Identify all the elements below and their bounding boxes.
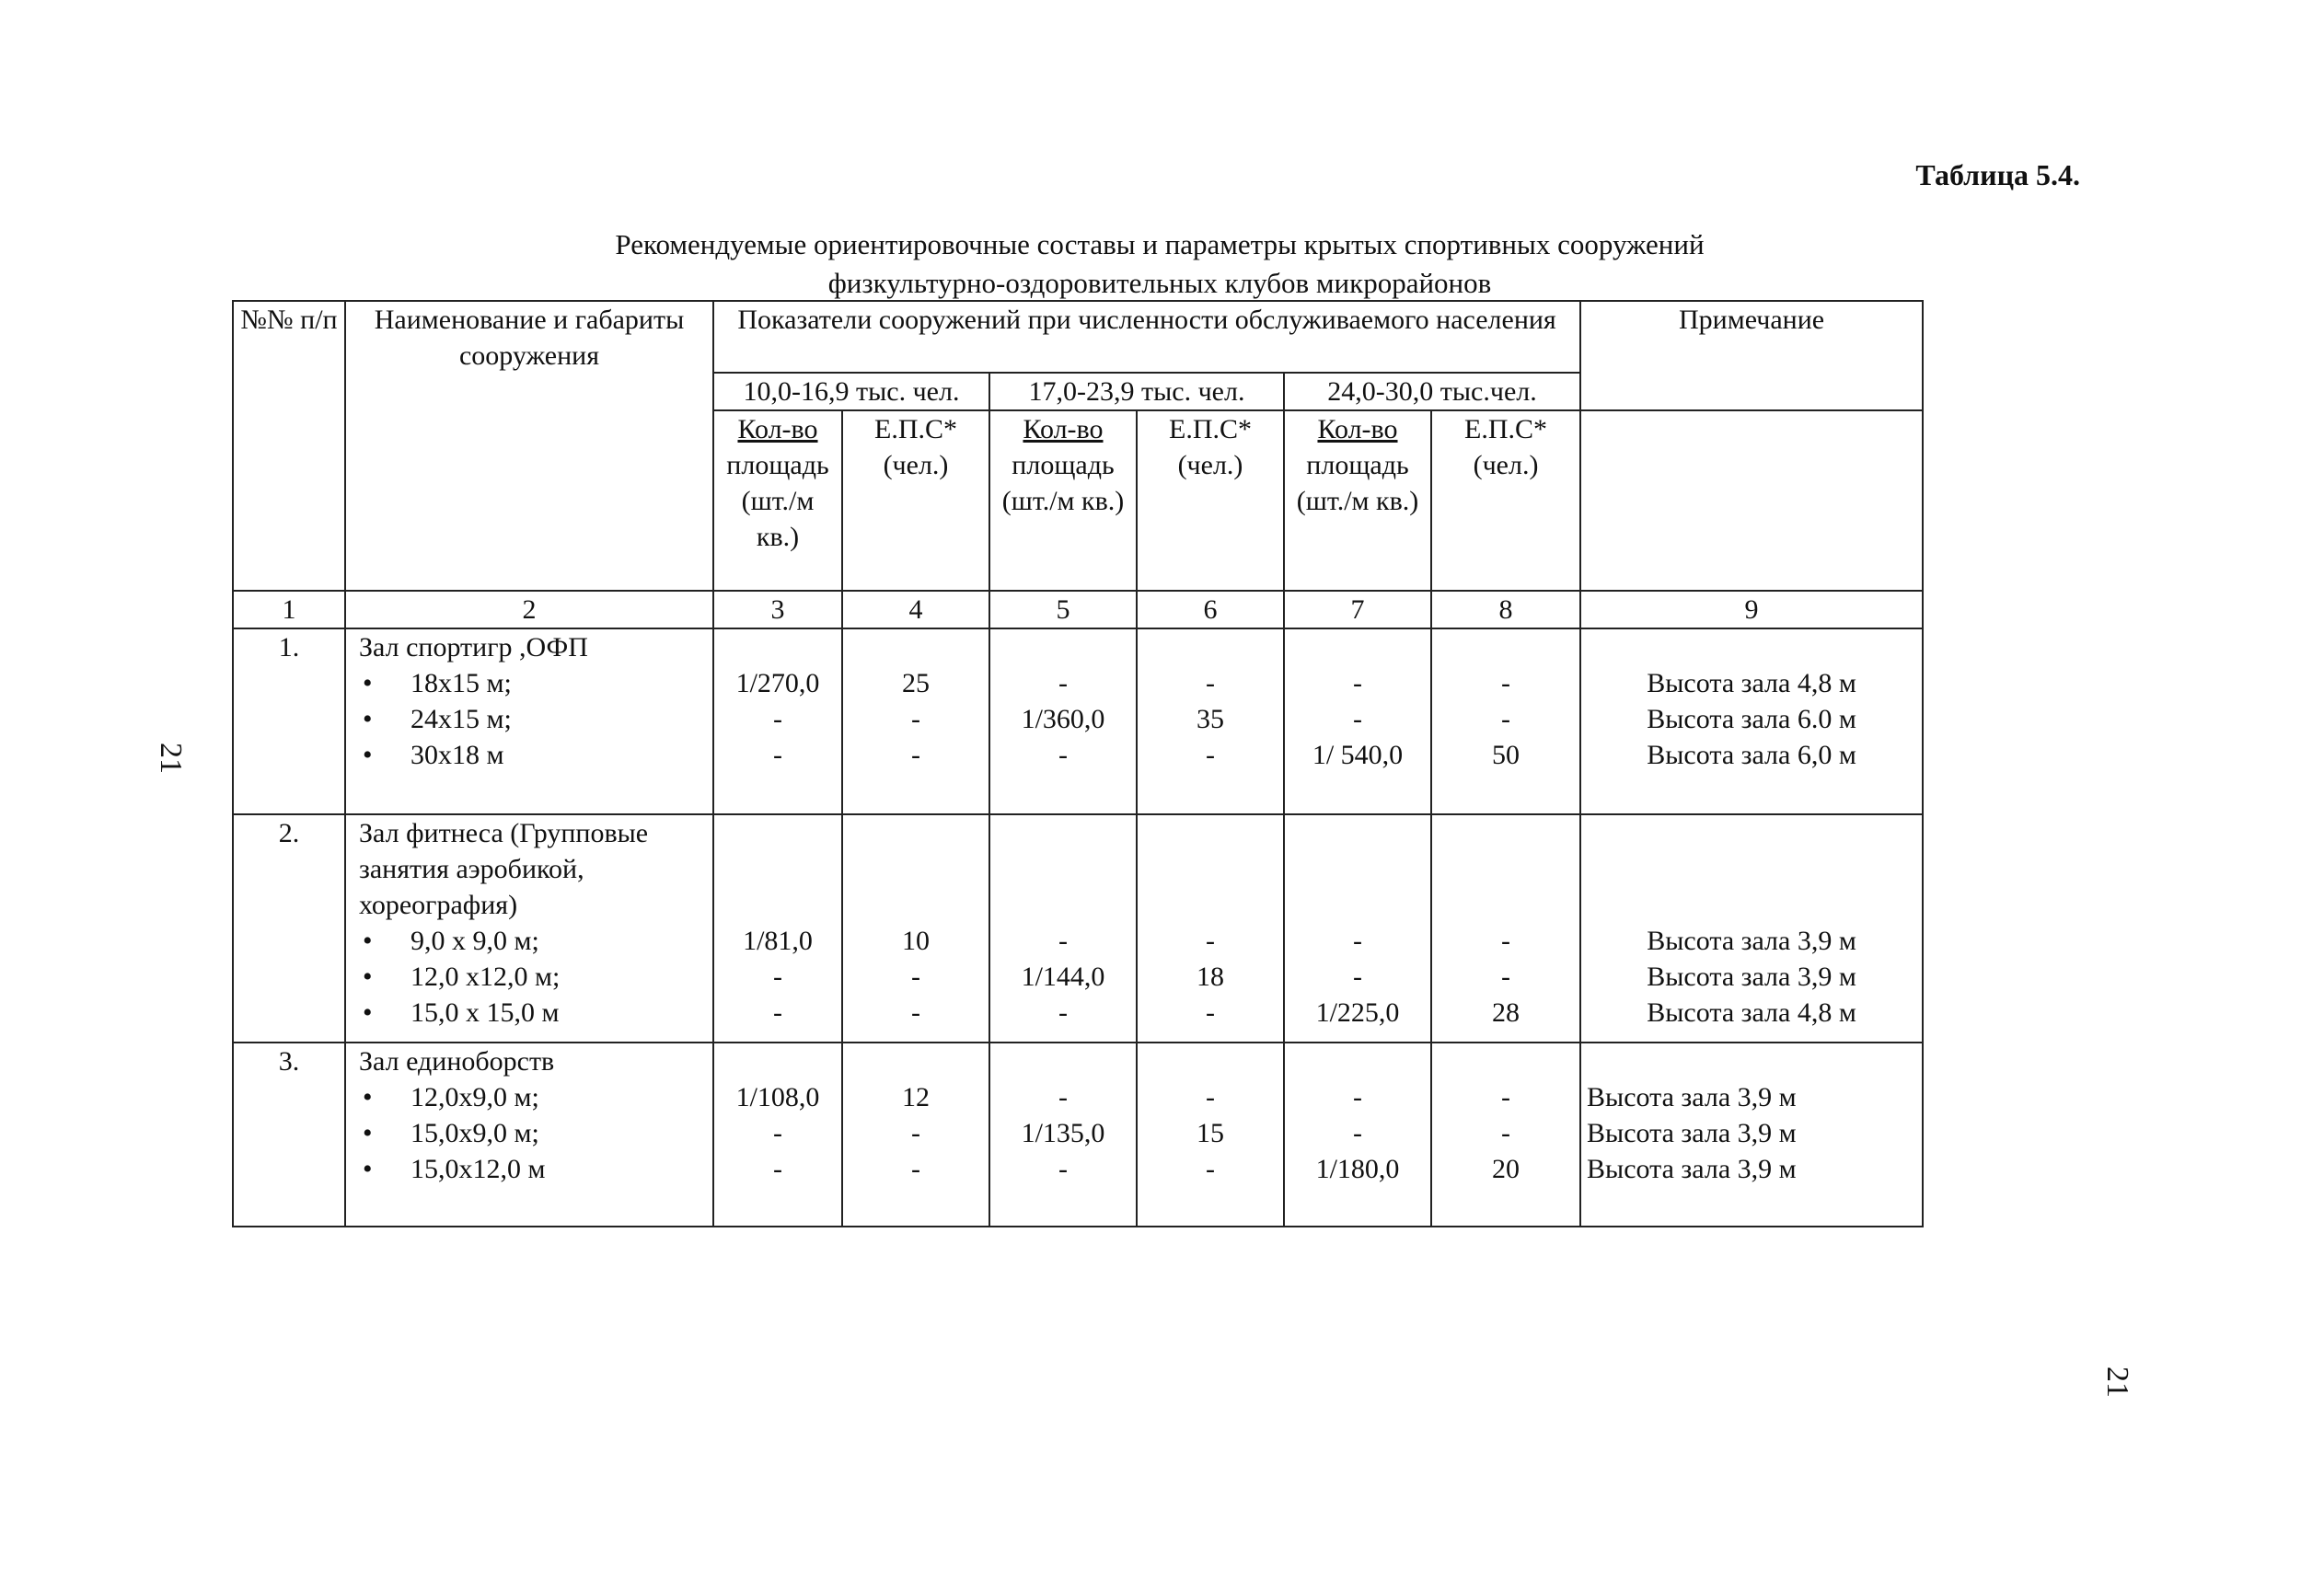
list-item: • 12,0 х12,0 м; bbox=[359, 959, 707, 995]
row-1-notes bbox=[1580, 628, 1923, 814]
table-title bbox=[442, 225, 1878, 303]
cell-value: - bbox=[911, 997, 920, 1028]
table-title-line-2: физкультурно-оздоровительных клубов микрорайонов bbox=[827, 267, 1492, 299]
cell-value: 1/144,0 bbox=[1021, 962, 1105, 992]
header-note-empty bbox=[1580, 410, 1923, 591]
row-1-name bbox=[345, 628, 713, 814]
row-1-c4 bbox=[842, 628, 989, 814]
table-row bbox=[233, 814, 1923, 1043]
col-number-6: 6 bbox=[1137, 591, 1284, 628]
cell-value: 15 bbox=[1197, 1118, 1224, 1148]
cell-value: - bbox=[1501, 1118, 1511, 1148]
header-row-1 bbox=[233, 301, 1923, 373]
cell-value: - bbox=[1058, 926, 1068, 956]
header-name: Наименование и габариты сооружения bbox=[345, 301, 713, 591]
cell-value: - bbox=[1353, 668, 1362, 698]
note-text: Высота зала 4,8 м bbox=[1647, 997, 1856, 1028]
cell-value: - bbox=[911, 1118, 920, 1148]
cell-value: - bbox=[1501, 962, 1511, 992]
col-number-7: 7 bbox=[1284, 591, 1431, 628]
note-text: Высота зала 6,0 м bbox=[1647, 740, 1856, 770]
row-3-c6 bbox=[1137, 1043, 1284, 1227]
cell-value: 1/270,0 bbox=[735, 668, 820, 698]
cell-value: 12 bbox=[902, 1082, 930, 1112]
table-row bbox=[233, 628, 1923, 814]
row-3-c3 bbox=[713, 1043, 842, 1227]
cell-value: - bbox=[1058, 668, 1068, 698]
col-number-1: 1 bbox=[233, 591, 345, 628]
cell-value: - bbox=[1353, 1118, 1362, 1148]
header-eps-3 bbox=[1431, 410, 1580, 591]
list-item: • 12,0х9,0 м; bbox=[359, 1079, 707, 1115]
row-2-c7 bbox=[1284, 814, 1431, 1043]
table-title-line-1: Рекомендуемые ориентировочные составы и параметры крытых спортивных сооружений bbox=[615, 228, 1705, 260]
cell-value: 50 bbox=[1492, 740, 1520, 770]
table-number: Таблица 5.4. bbox=[1915, 158, 2080, 191]
cell-value: 1/108,0 bbox=[735, 1082, 820, 1112]
cell-value: - bbox=[1206, 926, 1215, 956]
column-number-row bbox=[233, 591, 1923, 628]
cell-value: - bbox=[773, 704, 782, 734]
list-item: • 15,0х12,0 м bbox=[359, 1151, 707, 1187]
row-2-name bbox=[345, 814, 713, 1043]
cell-value: - bbox=[911, 1154, 920, 1184]
cell-value: - bbox=[1353, 1082, 1362, 1112]
row-1-title: Зал спортигр ,ОФП bbox=[359, 632, 588, 662]
cell-value: - bbox=[1058, 740, 1068, 770]
header-group-3: 24,0-30,0 тыс.чел. bbox=[1284, 373, 1580, 410]
row-1-c5 bbox=[989, 628, 1137, 814]
row-1-c7 bbox=[1284, 628, 1431, 814]
header-area-3 bbox=[1284, 410, 1431, 591]
cell-value: 35 bbox=[1197, 704, 1224, 734]
row-2-c5 bbox=[989, 814, 1137, 1043]
row-3-c7 bbox=[1284, 1043, 1431, 1227]
list-item: • 24х15 м; bbox=[359, 701, 707, 737]
header-area-text-3: площадь (шт./м кв.) bbox=[1296, 450, 1419, 516]
cell-value: - bbox=[773, 740, 782, 770]
note-text: Высота зала 3,9 м bbox=[1647, 926, 1856, 956]
cell-value: 20 bbox=[1492, 1154, 1520, 1184]
cell-value: 1/180,0 bbox=[1315, 1154, 1400, 1184]
header-kolvo-3: Кол-во bbox=[1317, 414, 1398, 444]
note-text: Высота зала 3,9 м bbox=[1647, 962, 1856, 992]
row-1-c3 bbox=[713, 628, 842, 814]
row-2-sizes bbox=[359, 923, 707, 1031]
cell-value: - bbox=[1206, 668, 1215, 698]
cell-value: - bbox=[1206, 1154, 1215, 1184]
cell-value: - bbox=[1501, 926, 1511, 956]
col-number-3: 3 bbox=[713, 591, 842, 628]
row-3-notes bbox=[1580, 1043, 1923, 1227]
cell-value: 1/ 540,0 bbox=[1312, 740, 1404, 770]
list-item: • 15,0х9,0 м; bbox=[359, 1115, 707, 1151]
col-number-4: 4 bbox=[842, 591, 989, 628]
row-2-c3 bbox=[713, 814, 842, 1043]
header-indicators: Показатели сооружений при численности обслуживаемого населения bbox=[713, 301, 1580, 373]
header-num: №№ п/п bbox=[233, 301, 345, 591]
cell-value: 1/135,0 bbox=[1021, 1118, 1105, 1148]
header-eps-label-3: Е.П.С* bbox=[1464, 414, 1548, 444]
row-1-c6 bbox=[1137, 628, 1284, 814]
row-2-c8 bbox=[1431, 814, 1580, 1043]
cell-value: 18 bbox=[1197, 962, 1224, 992]
header-eps-1 bbox=[842, 410, 989, 591]
header-group-1: 10,0-16,9 тыс. чел. bbox=[713, 373, 989, 410]
cell-value: - bbox=[1058, 1154, 1068, 1184]
row-1-c8 bbox=[1431, 628, 1580, 814]
header-kolvo-1: Кол-во bbox=[737, 414, 818, 444]
row-2-title: Зал фитнеса (Групповые занятия аэробикой, хореография) bbox=[359, 818, 649, 920]
header-eps-label-1: Е.П.С* bbox=[874, 414, 957, 444]
cell-value: - bbox=[773, 1154, 782, 1184]
row-2-num: 2. bbox=[233, 814, 345, 1043]
cell-value: - bbox=[1058, 997, 1068, 1028]
cell-value: - bbox=[1501, 1082, 1511, 1112]
header-eps-unit-2: (чел.) bbox=[1177, 450, 1243, 480]
note-text: Высота зала 3,9 м bbox=[1587, 1118, 1797, 1148]
header-kolvo-2: Кол-во bbox=[1023, 414, 1104, 444]
note-text: Высота зала 3,9 м bbox=[1587, 1154, 1797, 1184]
cell-value: - bbox=[1058, 1082, 1068, 1112]
cell-value: - bbox=[1206, 740, 1215, 770]
cell-value: - bbox=[1501, 704, 1511, 734]
row-3-c8 bbox=[1431, 1043, 1580, 1227]
col-number-8: 8 bbox=[1431, 591, 1580, 628]
list-item: • 15,0 х 15,0 м bbox=[359, 995, 707, 1031]
row-3-sizes bbox=[359, 1079, 707, 1187]
row-3-c4 bbox=[842, 1043, 989, 1227]
cell-value: - bbox=[911, 740, 920, 770]
header-eps-label-2: Е.П.С* bbox=[1169, 414, 1252, 444]
row-3-num: 3. bbox=[233, 1043, 345, 1227]
page-number-left: 21 bbox=[154, 743, 188, 774]
row-3-name bbox=[345, 1043, 713, 1227]
cell-value: 1/360,0 bbox=[1021, 704, 1105, 734]
cell-value: 1/81,0 bbox=[743, 926, 813, 956]
note-text: Высота зала 6.0 м bbox=[1647, 704, 1856, 734]
header-area-text-1: площадь (шт./м кв.) bbox=[726, 450, 829, 552]
cell-value: - bbox=[911, 962, 920, 992]
note-text: Высота зала 4,8 м bbox=[1647, 668, 1856, 698]
cell-value: - bbox=[1353, 704, 1362, 734]
list-item: • 30х18 м bbox=[359, 737, 707, 773]
cell-value: - bbox=[1206, 1082, 1215, 1112]
cell-value: - bbox=[911, 704, 920, 734]
row-2-c6 bbox=[1137, 814, 1284, 1043]
note-text: Высота зала 3,9 м bbox=[1587, 1082, 1797, 1112]
row-1-sizes bbox=[359, 665, 707, 773]
row-2-c4 bbox=[842, 814, 989, 1043]
header-eps-unit-1: (чел.) bbox=[883, 450, 949, 480]
header-area-2 bbox=[989, 410, 1137, 591]
header-group-2: 17,0-23,9 тыс. чел. bbox=[989, 373, 1284, 410]
cell-value: 25 bbox=[902, 668, 930, 698]
cell-value: 1/225,0 bbox=[1315, 997, 1400, 1028]
cell-value: 28 bbox=[1492, 997, 1520, 1028]
cell-value: - bbox=[773, 962, 782, 992]
cell-value: - bbox=[1353, 962, 1362, 992]
col-number-9: 9 bbox=[1580, 591, 1923, 628]
header-area-1 bbox=[713, 410, 842, 591]
list-item: • 18х15 м; bbox=[359, 665, 707, 701]
header-area-text-2: площадь (шт./м кв.) bbox=[1001, 450, 1125, 516]
col-number-2: 2 bbox=[345, 591, 713, 628]
list-item: • 9,0 х 9,0 м; bbox=[359, 923, 707, 959]
facilities-table bbox=[232, 300, 1924, 1227]
cell-value: - bbox=[1206, 997, 1215, 1028]
cell-value: - bbox=[773, 1118, 782, 1148]
header-eps-2 bbox=[1137, 410, 1284, 591]
row-1-num: 1. bbox=[233, 628, 345, 814]
cell-value: - bbox=[1353, 926, 1362, 956]
page-number-right: 21 bbox=[2100, 1366, 2134, 1398]
cell-value: 10 bbox=[902, 926, 930, 956]
col-number-5: 5 bbox=[989, 591, 1137, 628]
header-eps-unit-3: (чел.) bbox=[1473, 450, 1539, 480]
table-row bbox=[233, 1043, 1923, 1227]
row-3-c5 bbox=[989, 1043, 1137, 1227]
row-3-title: Зал единоборств bbox=[359, 1046, 555, 1077]
row-2-notes bbox=[1580, 814, 1923, 1043]
cell-value: - bbox=[773, 997, 782, 1028]
header-note: Примечание bbox=[1580, 301, 1923, 410]
cell-value: - bbox=[1501, 668, 1511, 698]
